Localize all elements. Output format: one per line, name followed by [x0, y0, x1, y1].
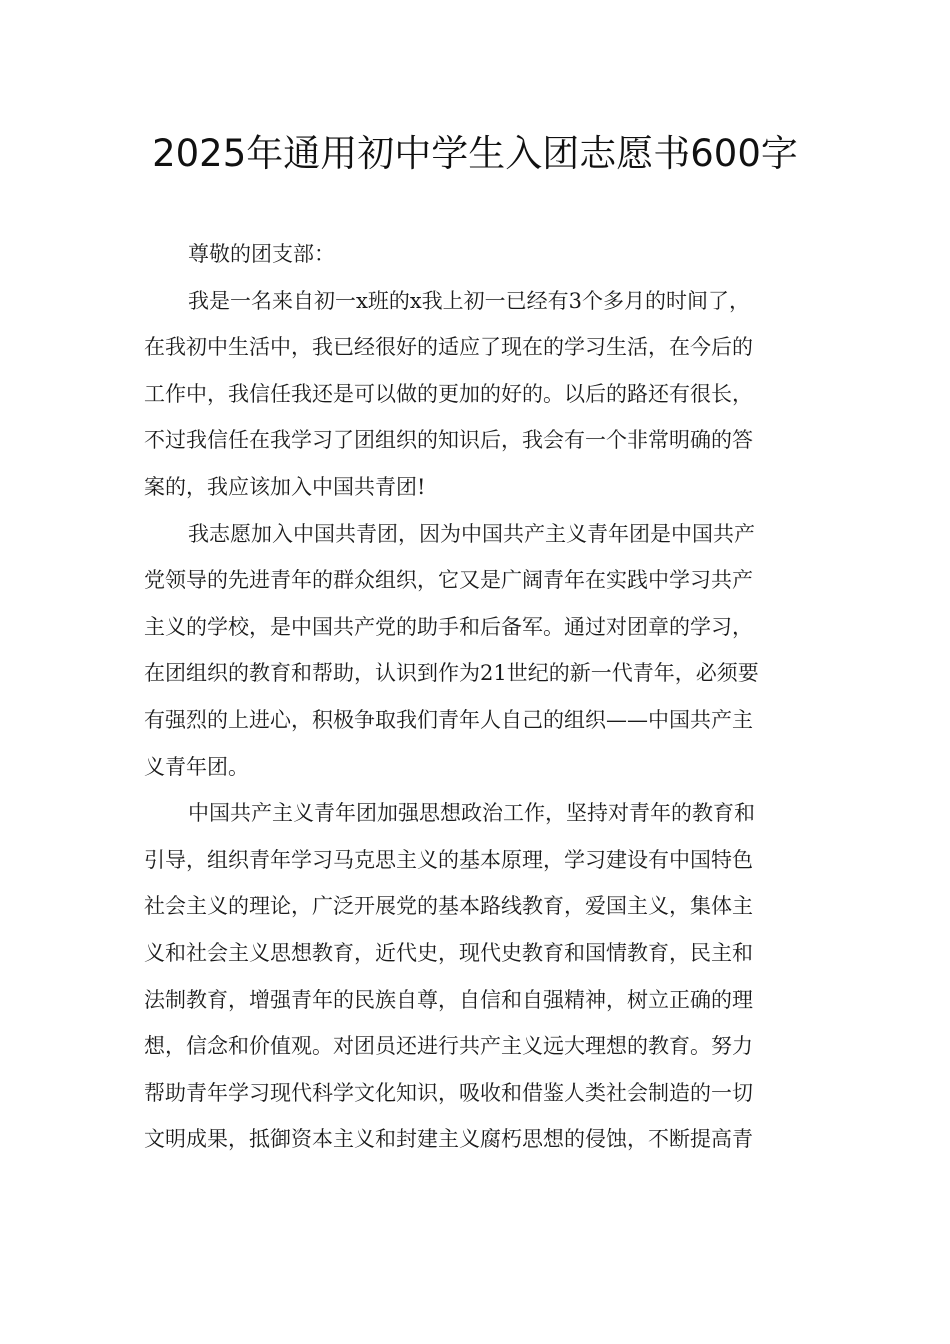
body-line: 我志愿加入中国共青团，因为中国共产主义青年团是中国共产: [188, 521, 755, 546]
salutation-line: 尊敬的团支部：: [188, 242, 335, 266]
body-line: 文明成果，抵御资本主义和封建主义腐朽思想的侵蚀，不断提高青: [144, 1127, 753, 1152]
body-line: 义青年团。: [144, 754, 249, 779]
body-line: 中国共产主义青年团加强思想政治工作，坚持对青年的教育和: [188, 801, 755, 826]
body-line: 法制教育，增强青年的民族自尊，自信和自强精神，树立正确的理: [144, 987, 753, 1012]
document-title: 2025年通用初中学生入团志愿书600字: [152, 132, 798, 175]
body-line: 案的，我应该加入中国共青团!: [144, 474, 426, 499]
body-line: 义和社会主义思想教育，近代史，现代史教育和国情教育，民主和: [144, 940, 753, 965]
body-line: 我是一名来自初一x班的x我上初一已经有3个多月的时间了，: [188, 288, 751, 313]
body-line: 工作中，我信任我还是可以做的更加的好的。以后的路还有很长，: [144, 381, 753, 406]
body-line: 在我初中生活中，我已经很好的适应了现在的学习生活，在今后的: [144, 335, 753, 360]
body-line: 党领导的先进青年的群众组织，它又是广阔青年在实践中学习共产: [144, 568, 753, 593]
body-line: 主义的学校，是中国共产党的助手和后备军。通过对团章的学习，: [144, 614, 753, 639]
body-line: 不过我信任在我学习了团组织的知识后，我会有一个非常明确的答: [144, 428, 753, 453]
body-line: 引导，组织青年学习马克思主义的基本原理，学习建设有中国特色: [144, 847, 753, 872]
body-line: 社会主义的理论，广泛开展党的基本路线教育，爱国主义，集体主: [144, 894, 753, 919]
body-line: 帮助青年学习现代科学文化知识，吸收和借鉴人类社会制造的一切: [144, 1080, 753, 1105]
body-line: 有强烈的上进心，积极争取我们青年人自己的组织——中国共产主: [144, 707, 753, 732]
body-line: 想，信念和价值观。对团员还进行共产主义远大理想的教育。努力: [144, 1034, 753, 1059]
document-body: [144, 231, 809, 1163]
body-line: 在团组织的教育和帮助，认识到作为21世纪的新一代青年，必须要: [144, 661, 759, 686]
